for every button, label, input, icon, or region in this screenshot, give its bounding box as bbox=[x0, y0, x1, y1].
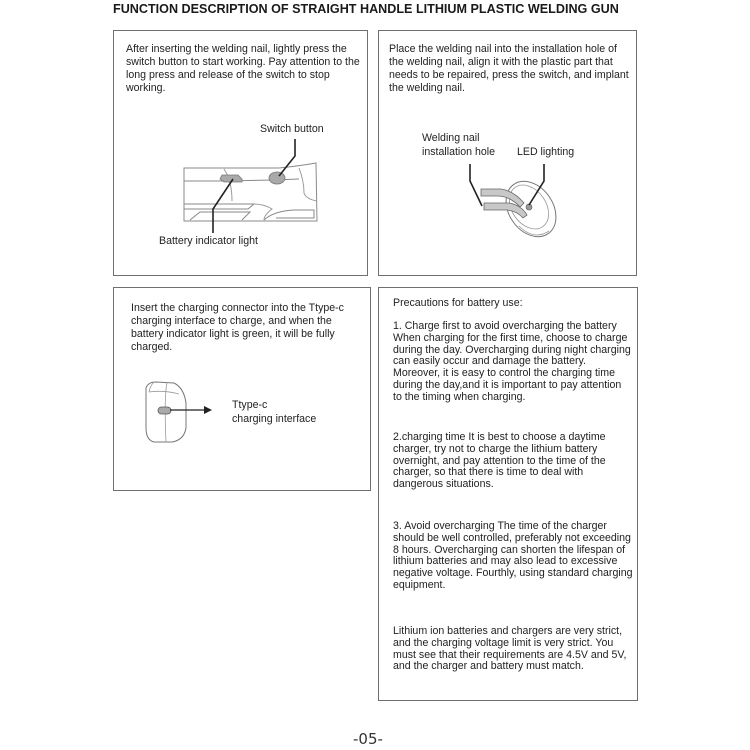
switch-operation-text: After inserting the welding nail, lightly press the switch button to start working. Pay attention to the long press and release of the switch to stop working. bbox=[126, 43, 360, 94]
precaution-item-1: 1. Charge first to avoid overcharging the battery When charging for the first time, choose to charge during the day. Overcharging during night charging can easily occur and damage the battery. Moreover, it is easy to control the charging time during the day,and it is important to pay attention to the timing when charging. bbox=[393, 320, 631, 403]
welding-gun-side-illustration bbox=[114, 31, 369, 277]
nail-installation-text: Place the welding nail into the installation hole of the welding nail, align it with the plastic part that needs to be repaired, press the switch, and implant the welding nail. bbox=[389, 43, 629, 94]
typec-port-shape bbox=[158, 407, 171, 414]
battery-indicator-label: Battery indicator light bbox=[159, 235, 258, 247]
panel-charging bbox=[113, 287, 371, 491]
led-lighting-label: LED lighting bbox=[517, 146, 575, 158]
page-number: -05- bbox=[353, 730, 383, 748]
typec-label-line1: Ttype-c bbox=[232, 399, 268, 411]
precaution-item-2: 2.charging time It is best to choose a daytime charger, try not to charge the lithium battery overnight, and pay attention to the time of the charger, so that there is time to deal with dangerous situations. bbox=[393, 431, 606, 491]
panel-battery-precautions bbox=[378, 287, 638, 701]
switch-button-shape bbox=[269, 172, 285, 184]
welding-gun-front-illustration bbox=[379, 31, 638, 277]
precaution-item-4: Lithium ion batteries and chargers are very strict, and the charging voltage limit is very strict. You must see that their requirements are 4.5V and 5V, and the charger and battery must match. bbox=[393, 625, 627, 673]
panel-nail-installation bbox=[378, 30, 637, 276]
switch-button-label: Switch button bbox=[260, 123, 324, 135]
arrow-right-icon bbox=[204, 406, 212, 414]
typec-label-line2: charging interface bbox=[232, 413, 317, 425]
precautions-heading: Precautions for battery use: bbox=[393, 297, 523, 309]
panel-switch-operation bbox=[113, 30, 368, 276]
page-title: FUNCTION DESCRIPTION OF STRAIGHT HANDLE LITHIUM PLASTIC WELDING GUN bbox=[113, 2, 619, 16]
charging-text: Insert the charging connector into the Ttype-c charging interface to charge, and when the battery indicator light is green, it will be fully charged. bbox=[131, 302, 344, 353]
installation-hole-label-line1: Welding nail bbox=[422, 132, 480, 144]
installation-hole-label-line2: installation hole bbox=[422, 146, 496, 158]
precaution-item-3: 3. Avoid overcharging The time of the charger should be well controlled, preferably not exceeding 8 hours. Overcharging can shorten the lifespan of lithium batteries and may also lead to excessive negative voltage. Fourthly, using standard charging equipment. bbox=[393, 520, 633, 591]
typec-port-illustration bbox=[114, 288, 372, 492]
